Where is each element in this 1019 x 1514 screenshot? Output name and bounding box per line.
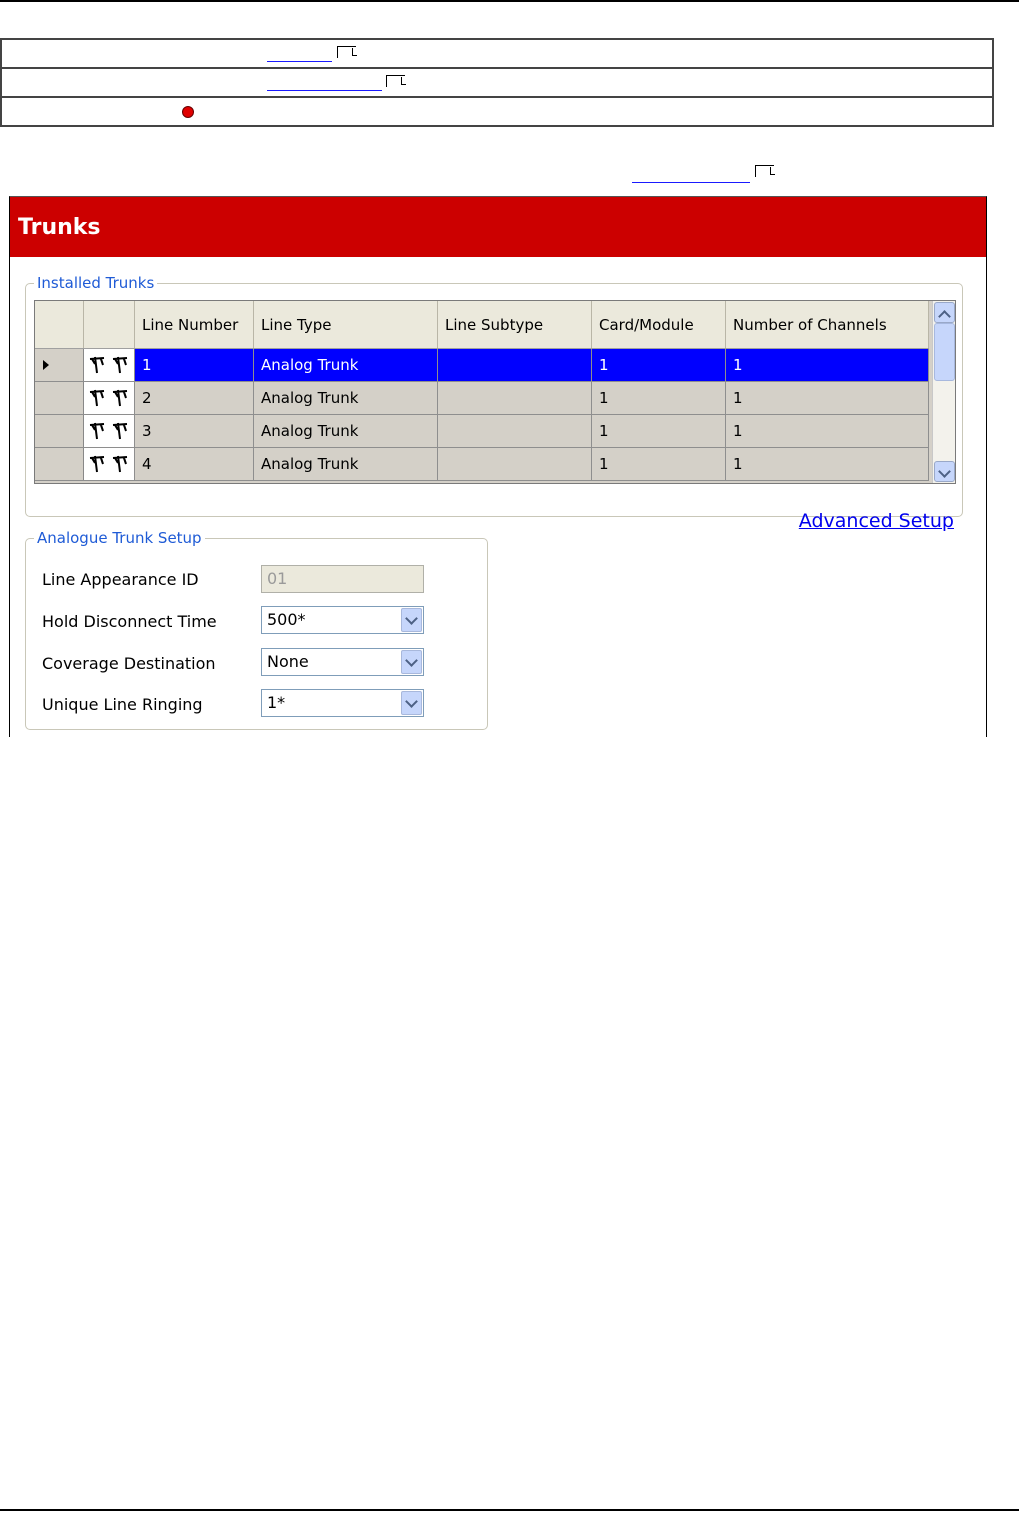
dropdown-button[interactable] (401, 650, 422, 674)
info-link[interactable] (267, 49, 332, 62)
cell-line-subtype (438, 415, 592, 448)
cell-card-module: 1 (592, 448, 726, 481)
cell-line-type: Analog Trunk (254, 382, 438, 415)
installed-trunks-group (25, 274, 963, 532)
chevron-up-icon (938, 310, 951, 323)
row-header[interactable] (35, 448, 84, 481)
hold-disconnect-time-label: Hold Disconnect Time (42, 612, 217, 631)
cell-card-module: 1 (592, 349, 726, 382)
info-cell (1, 97, 993, 126)
telephone-pole-icon (110, 454, 130, 474)
cross-reference-icon (386, 75, 406, 87)
trunks-window (9, 196, 987, 737)
trunks-table (35, 301, 929, 481)
table-row[interactable] (35, 349, 929, 382)
unique-line-ringing-select[interactable] (261, 689, 424, 717)
info-cell (1, 39, 993, 68)
status-dot-icon (182, 106, 194, 118)
column-header-icon (84, 301, 135, 349)
table-row[interactable] (35, 415, 929, 448)
window-title: Trunks (10, 197, 986, 257)
cell-channels: 1 (726, 448, 929, 481)
line-appearance-id-label: Line Appearance ID (42, 570, 199, 589)
cell-card-module: 1 (592, 415, 726, 448)
coverage-destination-label: Coverage Destination (42, 654, 216, 673)
cell-line-type: Analog Trunk (254, 448, 438, 481)
row-header[interactable] (35, 382, 84, 415)
cell-line-number: 1 (135, 349, 254, 382)
cell-line-type: Analog Trunk (254, 415, 438, 448)
group-title: Analogue Trunk Setup (34, 529, 205, 547)
bottom-rule (0, 1509, 1019, 1511)
trunk-icon-cell (84, 349, 135, 382)
coverage-destination-value: None (267, 652, 309, 671)
column-header-line-number[interactable]: Line Number (135, 301, 254, 349)
column-header-line-type[interactable]: Line Type (254, 301, 438, 349)
info-table (0, 38, 994, 127)
hold-disconnect-time-value: 500* (267, 610, 306, 629)
hold-disconnect-time-select[interactable] (261, 606, 424, 634)
unique-line-ringing-value: 1* (267, 693, 286, 712)
scroll-down-button[interactable] (934, 461, 955, 482)
telephone-pole-icon (110, 388, 130, 408)
cell-line-type: Analog Trunk (254, 349, 438, 382)
line-appearance-id-field[interactable]: 01 (261, 565, 424, 593)
coverage-destination-select[interactable] (261, 648, 424, 676)
dropdown-button[interactable] (401, 608, 422, 632)
vertical-scrollbar[interactable] (932, 301, 955, 483)
telephone-pole-icon (87, 355, 107, 375)
cell-channels: 1 (726, 349, 929, 382)
chevron-down-icon (405, 612, 418, 625)
cell-line-subtype (438, 349, 592, 382)
chevron-down-icon (405, 654, 418, 667)
scroll-up-button[interactable] (934, 302, 955, 323)
column-header-line-subtype[interactable]: Line Subtype (438, 301, 592, 349)
cell-channels: 1 (726, 415, 929, 448)
trunk-icon-cell (84, 415, 135, 448)
telephone-pole-icon (110, 355, 130, 375)
info-row (1, 97, 993, 126)
cross-reference-icon (337, 46, 357, 58)
cell-line-subtype (438, 382, 592, 415)
column-header-number-of-channels[interactable]: Number of Channels (726, 301, 929, 349)
cell-line-subtype (438, 448, 592, 481)
header-row (35, 301, 929, 349)
telephone-pole-icon (87, 421, 107, 441)
telephone-pole-icon (87, 454, 107, 474)
table-row[interactable] (35, 448, 929, 481)
column-header-rowhead (35, 301, 84, 349)
advanced-setup-link[interactable]: Advanced Setup (798, 510, 954, 532)
row-header[interactable] (35, 349, 84, 382)
info-row (1, 68, 993, 97)
info-link[interactable] (267, 78, 382, 91)
unique-line-ringing-label: Unique Line Ringing (42, 695, 203, 714)
trunk-icon-cell (84, 448, 135, 481)
top-rule (0, 0, 1019, 2)
telephone-pole-icon (110, 421, 130, 441)
trunk-icon-cell (84, 382, 135, 415)
cell-line-number: 3 (135, 415, 254, 448)
info-cell (1, 68, 993, 97)
reference-link[interactable] (632, 170, 750, 183)
cell-line-number: 2 (135, 382, 254, 415)
column-header-card-module[interactable]: Card/Module (592, 301, 726, 349)
cross-reference-icon (755, 165, 775, 177)
scroll-thumb[interactable] (934, 323, 955, 381)
cell-line-number: 4 (135, 448, 254, 481)
cell-card-module: 1 (592, 382, 726, 415)
cell-channels: 1 (726, 382, 929, 415)
group-title: Installed Trunks (34, 274, 157, 292)
current-row-arrow-icon (43, 360, 49, 370)
analogue-trunk-setup-group (25, 529, 488, 730)
info-row (1, 39, 993, 68)
trunks-grid[interactable] (34, 300, 956, 484)
chevron-down-icon (938, 465, 951, 478)
table-row[interactable] (35, 382, 929, 415)
telephone-pole-icon (87, 388, 107, 408)
dropdown-button[interactable] (401, 691, 422, 715)
row-header[interactable] (35, 415, 84, 448)
chevron-down-icon (405, 695, 418, 708)
